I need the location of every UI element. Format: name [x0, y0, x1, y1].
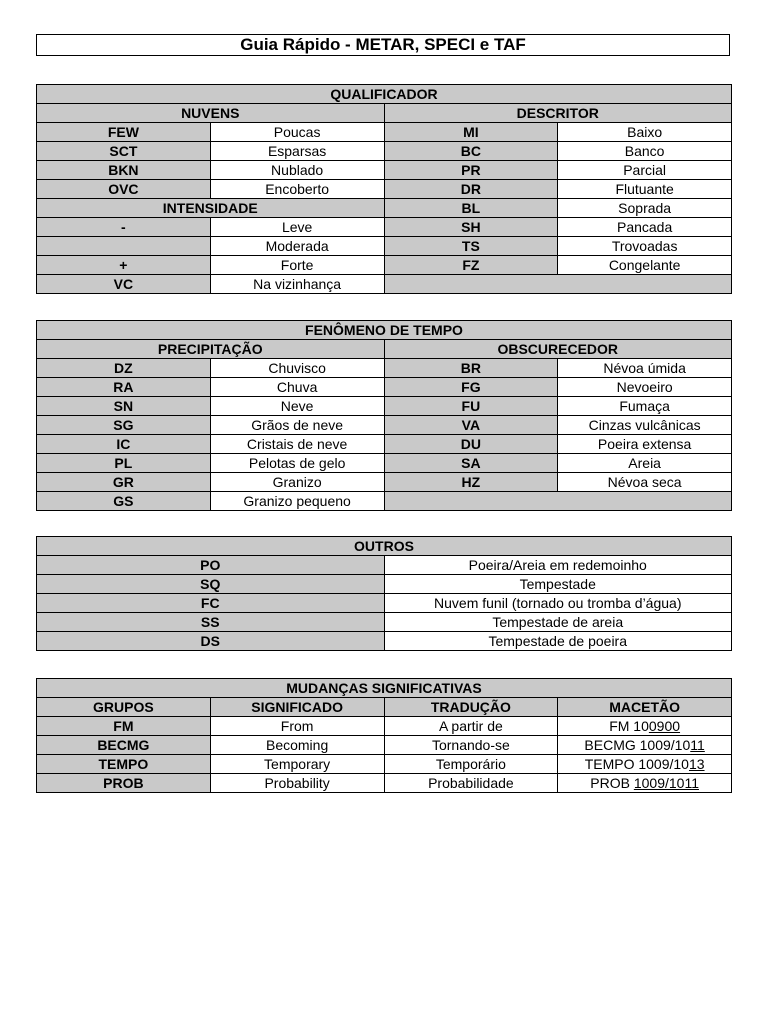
- empty-cell: [384, 492, 732, 511]
- table-row: [37, 632, 732, 651]
- traducao-cell: Temporário: [384, 755, 558, 774]
- table-row: [37, 161, 732, 180]
- code-cell: TS: [384, 237, 558, 256]
- meaning-cell: Poucas: [210, 123, 384, 142]
- code-cell: SS: [37, 613, 385, 632]
- table-row: [37, 180, 732, 199]
- precipitacao-heading: PRECIPITAÇÃO: [37, 340, 385, 359]
- page-title: Guia Rápido - METAR, SPECI e TAF: [36, 34, 730, 56]
- table-row: [37, 717, 732, 736]
- table-row: [37, 123, 732, 142]
- macetao-cell: [558, 755, 732, 774]
- traducao-cell: Probabilidade: [384, 774, 558, 793]
- meaning-cell: Leve: [210, 218, 384, 237]
- code-cell: BL: [384, 199, 558, 218]
- macetao-text: PROB: [590, 774, 634, 791]
- table-row: [37, 736, 732, 755]
- table-row: [37, 473, 732, 492]
- column-header: SIGNIFICADO: [210, 698, 384, 717]
- meaning-cell: Nevoeiro: [558, 378, 732, 397]
- meaning-cell: Tempestade: [384, 575, 732, 594]
- meaning-cell: Tempestade de areia: [384, 613, 732, 632]
- table-row: [37, 575, 732, 594]
- meaning-cell: Baixo: [558, 123, 732, 142]
- table-row: [37, 256, 732, 275]
- grupo-cell: FM: [37, 717, 211, 736]
- meaning-cell: Cristais de neve: [210, 435, 384, 454]
- grupo-cell: TEMPO: [37, 755, 211, 774]
- table-row: [37, 142, 732, 161]
- column-header: MACETÃO: [558, 698, 732, 717]
- macetao-cell: [558, 736, 732, 755]
- table-row: [37, 774, 732, 793]
- code-cell: IC: [37, 435, 211, 454]
- outros-table: [36, 536, 732, 651]
- code-cell: OVC: [37, 180, 211, 199]
- code-cell: +: [37, 256, 211, 275]
- macetao-text: BECMG 1009/10: [584, 736, 691, 753]
- code-cell: DZ: [37, 359, 211, 378]
- code-cell: HZ: [384, 473, 558, 492]
- table-row: [37, 435, 732, 454]
- fenomeno-table: [36, 320, 732, 511]
- code-cell: DS: [37, 632, 385, 651]
- grupo-cell: PROB: [37, 774, 211, 793]
- table-row: [37, 199, 732, 218]
- code-cell: FZ: [384, 256, 558, 275]
- meaning-cell: Banco: [558, 142, 732, 161]
- macetao-text: TEMPO 1009/10: [584, 755, 689, 772]
- meaning-cell: Nuvem funil (tornado ou tromba d’água): [384, 594, 732, 613]
- qualificador-heading: QUALIFICADOR: [37, 85, 732, 104]
- fenomeno-heading: FENÔMENO DE TEMPO: [37, 321, 732, 340]
- code-cell: BKN: [37, 161, 211, 180]
- meaning-cell: Soprada: [558, 199, 732, 218]
- macetao-cell: [558, 717, 732, 736]
- obscurecedor-heading: OBSCURECEDOR: [384, 340, 732, 359]
- outros-heading: OUTROS: [37, 537, 732, 556]
- meaning-cell: Granizo: [210, 473, 384, 492]
- significado-cell: Temporary: [210, 755, 384, 774]
- code-cell: PR: [384, 161, 558, 180]
- significado-cell: From: [210, 717, 384, 736]
- table-row: [37, 237, 732, 256]
- meaning-cell: Trovoadas: [558, 237, 732, 256]
- empty-cell: [384, 275, 732, 294]
- macetao-underlined-text: 13: [688, 755, 705, 772]
- mudancas-heading: MUDANÇAS SIGNIFICATIVAS: [37, 679, 732, 698]
- code-cell: RA: [37, 378, 211, 397]
- meaning-cell: Encoberto: [210, 180, 384, 199]
- meaning-cell: Moderada: [210, 237, 384, 256]
- intensidade-heading: INTENSIDADE: [37, 199, 385, 218]
- meaning-cell: Pancada: [558, 218, 732, 237]
- meaning-cell: Poeira extensa: [558, 435, 732, 454]
- meaning-cell: Congelante: [558, 256, 732, 275]
- code-cell: BR: [384, 359, 558, 378]
- macetao-underlined-text: 1009/1011: [633, 774, 699, 791]
- code-cell: -: [37, 218, 211, 237]
- code-cell: VC: [37, 275, 211, 294]
- code-cell: SA: [384, 454, 558, 473]
- grupo-cell: BECMG: [37, 736, 211, 755]
- code-cell: MI: [384, 123, 558, 142]
- code-cell: FU: [384, 397, 558, 416]
- table-row: [37, 275, 732, 294]
- code-cell: SH: [384, 218, 558, 237]
- meaning-cell: Na vizinhança: [210, 275, 384, 294]
- code-cell: VA: [384, 416, 558, 435]
- significado-cell: Becoming: [210, 736, 384, 755]
- meaning-cell: Fumaça: [558, 397, 732, 416]
- column-header-row: [37, 698, 732, 717]
- table-row: [37, 556, 732, 575]
- mudancas-table: [36, 678, 732, 793]
- meaning-cell: Grãos de neve: [210, 416, 384, 435]
- table-row: [37, 218, 732, 237]
- table-row: [37, 613, 732, 632]
- table-row: [37, 454, 732, 473]
- meaning-cell: Chuva: [210, 378, 384, 397]
- code-cell: PO: [37, 556, 385, 575]
- meaning-cell: Parcial: [558, 161, 732, 180]
- qualificador-table: [36, 84, 732, 294]
- column-header: GRUPOS: [37, 698, 211, 717]
- macetao-cell: [558, 774, 732, 793]
- significado-cell: Probability: [210, 774, 384, 793]
- code-cell: FG: [384, 378, 558, 397]
- column-header: TRADUÇÃO: [384, 698, 558, 717]
- macetao-underlined-text: 0900: [648, 717, 681, 734]
- meaning-cell: Tempestade de poeira: [384, 632, 732, 651]
- meaning-cell: Areia: [558, 454, 732, 473]
- code-cell: SQ: [37, 575, 385, 594]
- traducao-cell: Tornando-se: [384, 736, 558, 755]
- code-cell: FC: [37, 594, 385, 613]
- macetao-underlined-text: 11: [690, 736, 705, 753]
- traducao-cell: A partir de: [384, 717, 558, 736]
- meaning-cell: Flutuante: [558, 180, 732, 199]
- meaning-cell: Pelotas de gelo: [210, 454, 384, 473]
- meaning-cell: Forte: [210, 256, 384, 275]
- code-cell: SCT: [37, 142, 211, 161]
- table-row: [37, 594, 732, 613]
- meaning-cell: Neve: [210, 397, 384, 416]
- code-cell: FEW: [37, 123, 211, 142]
- meaning-cell: Nublado: [210, 161, 384, 180]
- table-row: [37, 416, 732, 435]
- meaning-cell: Chuvisco: [210, 359, 384, 378]
- meaning-cell: Granizo pequeno: [210, 492, 384, 511]
- table-row: [37, 755, 732, 774]
- code-cell: [37, 237, 211, 256]
- meaning-cell: Poeira/Areia em redemoinho: [384, 556, 732, 575]
- code-cell: SG: [37, 416, 211, 435]
- code-cell: DR: [384, 180, 558, 199]
- nuvens-heading: NUVENS: [37, 104, 385, 123]
- code-cell: PL: [37, 454, 211, 473]
- table-row: [37, 378, 732, 397]
- code-cell: DU: [384, 435, 558, 454]
- macetao-text: FM 10: [609, 717, 649, 734]
- meaning-cell: Névoa seca: [558, 473, 732, 492]
- meaning-cell: Esparsas: [210, 142, 384, 161]
- table-row: [37, 359, 732, 378]
- code-cell: SN: [37, 397, 211, 416]
- code-cell: GR: [37, 473, 211, 492]
- code-cell: BC: [384, 142, 558, 161]
- meaning-cell: Cinzas vulcânicas: [558, 416, 732, 435]
- table-row: [37, 397, 732, 416]
- code-cell: GS: [37, 492, 211, 511]
- table-row: [37, 492, 732, 511]
- descritor-heading: DESCRITOR: [384, 104, 732, 123]
- meaning-cell: Névoa úmida: [558, 359, 732, 378]
